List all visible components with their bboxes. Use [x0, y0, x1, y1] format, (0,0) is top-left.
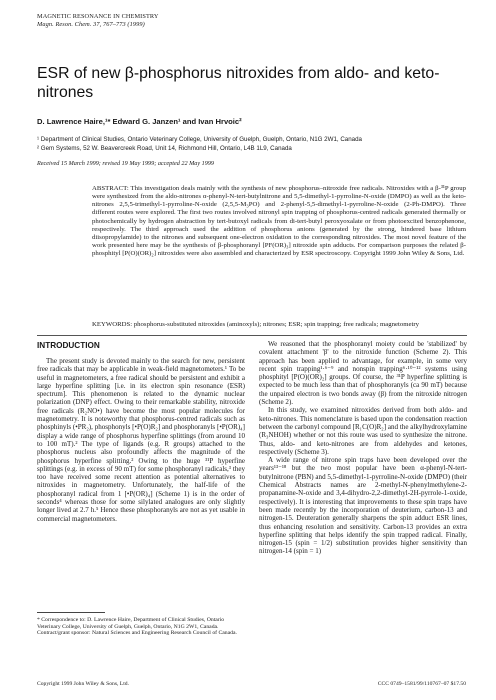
- journal-header: [37, 13, 159, 29]
- right-column: [259, 340, 467, 556]
- received-dates: Received 15 March 1999; revised 19 May 1999; accepted 22 May 1999: [37, 160, 215, 167]
- left-column: [37, 357, 245, 523]
- affiliation-1: ¹ Department of Clinical Studies, Ontario Veterinary College, University of Guelph, Guelph, Ontario, N1G 2W1, Canada: [37, 136, 362, 143]
- body-paragraph: In this study, we examined nitroxides derived from both aldo- and keto-nitrones. This nomenclature is based upon the condensation reaction between the carbonyl compound [R₁C(O)R₂] and the alkylhydroxylamine (R₃NHOH) whether or not this route was used to synthesize the nitrone. Thus, aldo- and keto-nitrones are from aldehydes and ketones, respectively (Scheme 3).: [259, 406, 467, 456]
- footnote-rule: [37, 612, 105, 613]
- body-paragraph: We reasoned that the phosphoranyl moiety could be 'stabilized' by covalent attachment 'β' to the nitroxide function (Scheme 2). This approach has been applied to advantage, for example, in some very recent spin trapping¹·⁶⁻⁹ and nonspin trapping⁶·¹⁰⁻¹² systems using phosphityl [P(O)(OR)₂] groups. Of course, the ³¹P hyperfine splitting is expected to be much less than that of phosphoranyls (ca 90 mT) because the unpaired electron is two bonds away (β) from the nitroxide nitrogen (Scheme 2).: [259, 340, 467, 407]
- keywords: KEYWORDS: phosphorus-substituted nitroxides (aminoxyls); nitrones; ESR; spin trapping; free radicals; magnetometry: [92, 321, 419, 328]
- footer-copyright: Copyright 1999 John Wiley & Sons, Ltd.: [37, 681, 129, 687]
- journal-citation: Magn. Reson. Chem. 37, 767–773 (1999): [37, 21, 145, 28]
- footer-ccc-code: CCC 0749–1581/99/110767–07 $17.50: [377, 681, 466, 687]
- journal-name: MAGNETIC RESONANCE IN CHEMISTRY: [37, 13, 159, 20]
- correspondence-footnote: * Correspondence to: D. Lawrence Haire, Department of Clinical Studies, Ontario Veterinary College, University of Guelph, Guelph, Ontario, N1G 2W1, Canada.: [37, 617, 225, 630]
- body-paragraph: A wide range of nitrone spin traps have been developed over the years¹³⁻¹⁸ but the two most popular have been α-phenyl-N-tert-butylnitrone (PBN) and 5,5-dimethyl-1-pyrroline-N-oxide (DMPO) (their Chemical Abstracts names are 2-methyl-N-phenylmethylene-2-propanamine-N-oxide and 3,4-dihydro-2,2-dimethyl-2H-pyrrole-1-oxide, respectively). It is interesting that improvements to these spin traps have been made recently by the incorporation of deuterium, carbon-13 and nitrogen-15. Deuteration generally sharpens the spin adduct ESR lines, thus enhancing resolution and sensitivity. Carbon-13 provides an extra hyperfine splitting that helps identify the spin trapped radical. Finally, nitrogen-15 (spin = 1/2) substitution provides higher sensitivity than nitrogen-14 (spin = 1): [259, 456, 467, 556]
- footnotes: [37, 617, 245, 637]
- abstract: ABSTRACT: This investigation deals mainly with the synthesis of new phosphorus–nitroxide free radicals. Nitroxides with a β-³¹P group were synthesized from the aldo-nitrones α-phenyl-N-tert-butylnitrone and 5,5-dimethyl-1-pyrroline-N-oxide (DMPO) as well as the keto-nitrones 2,5,5-trimethyl-1-pyrroline-N-oxide (2,5,5-M₃PO) and 2-phenyl-5,5-dimethyl-1-pyrroline-N-oxide (2-Ph-DMPO). Three different routes were explored. The first two routes involved nitronyl spin trapping of phosphorus-centred radicals generated thermally or photochemically by hydrogen abstraction by tert-butoxyl radicals from di-tert-butyl peroxyoxalate or from photoexcited benzophenone, respectively. The third approach used the addition of phosphorus anions (generated by the strong, hindered base lithium diisopropylamide) to the nitrones and subsequent one-electron oxidation to the corresponding nitroxides. The most novel feature of the work presented here may be the synthesis of β-phosphoranyl [PF(OR)₃] nitroxide spin adducts. For comparison purposes the related β-phosphityl [P(O)(OR)₂] nitroxides were also assembled and characterized by ESR spectroscopy. Copyright 1999 John Wiley & Sons, Ltd.: [92, 185, 466, 258]
- intro-paragraph: The present study is devoted mainly to the search for new, persistent free radicals that may be applicable in weak-field magnetometers.¹ To be useful in magnetometers, a free radical should be persistent and exhibit a large hyperfine splitting [i.e. in its electron spin resonance (ESR) spectrum]. This phenomenon is related to the dynamic nuclear polarization (DNP) effect. Owing to their remarkable stability, nitroxide free radicals (R₂NO•) have become the most popular molecules for magnetometry. It is noteworthy that phosphorus-centred radicals such as phosphinyls (•PR₂), phosphonyls [•P(O)R₂] and phosphoranyls [•P(OR)₄] display a wide range of phosphorus hyperfine splittings (from around 10 to 100 mT).² The type of ligands (e.g. R groups) attached to the phosphorus nucleus also profoundly affects the magnitude of the phosphorus hyperfine splitting.² Owing to the huge ³¹P hyperfine splittings (e.g. in excess of 90 mT) for some phosphoranyl radicals,³ they too have received some recent attention as potential alternatives to nitroxides in magnetometry. Unfortunately, the half-life of the phosphoranyl radical from 1 [•P(OR)₄] (Scheme 1) is in the order of seconds⁴ whereas those for some silylated analogues are only slightly longer lived at 2.7 h.⁵ Hence these phosphoranyls are not as yet usable in commercial magnetometers.: [37, 357, 245, 523]
- grant-footnote: Contract/grant sponsor: Natural Sciences and Engineering Research Council of Canada.: [37, 630, 237, 637]
- affiliation-2: ² Gem Systems, 52 W. Beavercreek Road, Unit 14, Richmond Hill, Ontario, L4B 1L9, Canada: [37, 145, 292, 152]
- introduction-heading: INTRODUCTION: [37, 341, 100, 350]
- section-divider: [37, 335, 467, 336]
- author-list: D. Lawrence Haire,¹* Edward G. Janzen¹ and Ivan Hrvoic²: [37, 117, 242, 126]
- article-title: ESR of new β-phosphorus nitroxides from aldo- and keto-nitrones: [37, 65, 440, 101]
